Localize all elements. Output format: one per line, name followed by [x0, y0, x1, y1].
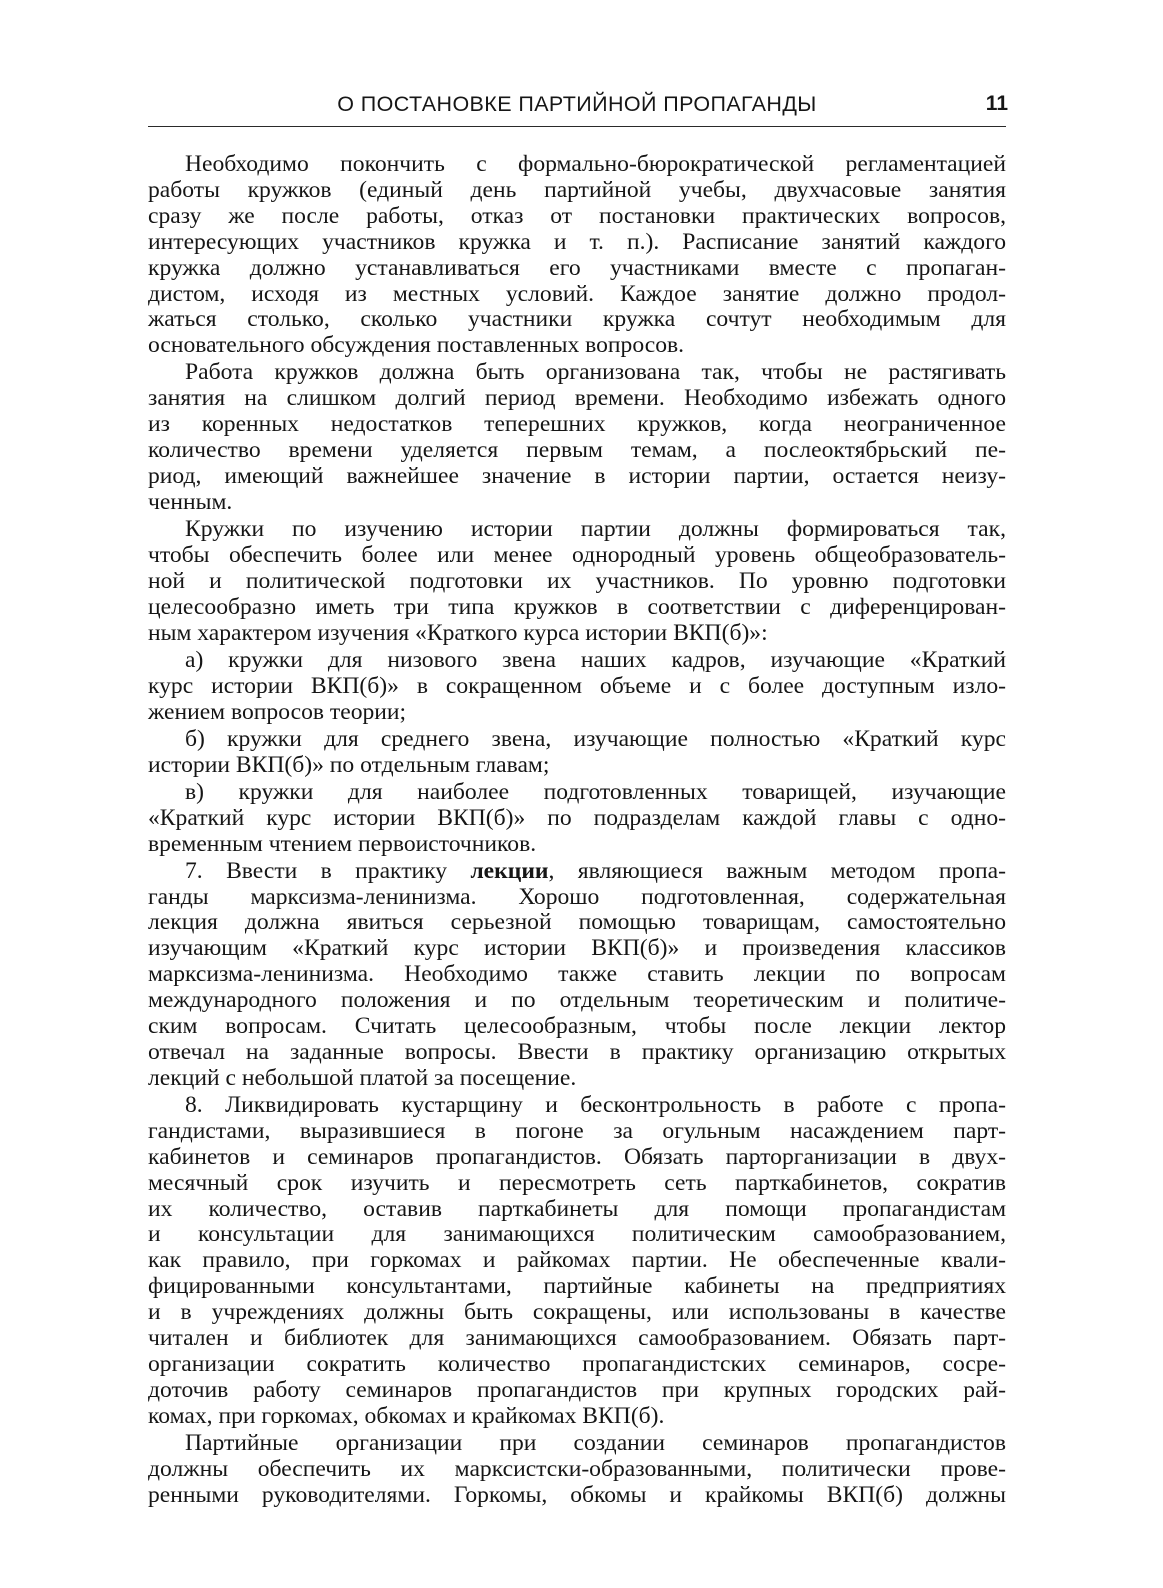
emphasis-term: лекции — [470, 857, 549, 884]
text-line: жением вопросов теории; — [148, 698, 407, 725]
paragraph — [148, 780, 1006, 858]
text-line: как правило, при горкомах и райкомах партии. Не обеспеченные квали- — [148, 1247, 1006, 1274]
text-line: кабинетов и семинаров пропагандистов. Обязать парторганизации в двух- — [148, 1143, 1006, 1170]
paragraph — [148, 859, 1006, 1092]
text-line: организации сократить количество пропагандистских семинаров, сосре- — [148, 1351, 1006, 1377]
text-line: Кружки по изучению истории партии должны формироваться так, — [185, 516, 1006, 543]
text-line: кружка должно устанавливаться его участниками вместе с пропаган- — [148, 254, 1006, 281]
text-line: чтобы обеспечить более или менее однородный уровень общеобразователь- — [148, 541, 1006, 568]
text-line: ганды марксизма-ленинизма. Хорошо подготовленная, содержательная — [148, 883, 1006, 910]
text-line: б) кружки для среднего звена, изучающие полностью «Краткий курс — [185, 725, 1006, 752]
text-line: истории ВКП(б)» по отдельным главам; — [148, 751, 550, 778]
text-line: международного положения и по отдельным теоретическим и политиче- — [148, 987, 1006, 1014]
body-text — [148, 152, 1006, 1510]
text-line: в) кружки для наиболее подготовленных товарищей, изучающие — [185, 778, 1006, 805]
text-line: ским вопросам. Считать целесообразным, чтобы после лекции лектор — [148, 1013, 1006, 1040]
text-line: доточив работу семинаров пропагандистов при крупных городских рай- — [148, 1376, 1006, 1403]
text-line: 8. Ликвидировать кустарщину и бесконтрольность в работе с пропа- — [185, 1091, 1006, 1118]
running-title: О ПОСТАНОВКЕ ПАРТИЙНОЙ ПРОПАГАНДЫ — [337, 92, 817, 116]
text-line: «Краткий курс истории ВКП(б)» по подразделам каждой главы с одно- — [148, 804, 1006, 831]
paragraph — [148, 648, 1006, 726]
text-line: комах, при горкомах, обкомах и крайкомах ВКП(б). — [148, 1402, 665, 1429]
paragraph — [148, 517, 1006, 647]
paragraph — [148, 1093, 1006, 1430]
text-line: Необходимо покончить с формально-бюрократической регламентацией — [185, 151, 1006, 177]
text-line: из коренных недостатков теперешних кружков, когда неограниченное — [148, 411, 1006, 438]
text-line: риод, имеющий важнейшее значение в истории партии, остается неизу- — [148, 463, 1006, 490]
paragraph — [148, 727, 1006, 779]
text-line: их количество, оставив парткабинеты для помощи пропагандистам — [148, 1195, 1006, 1222]
text-line: Партийные организации при создании семинаров пропагандистов — [185, 1429, 1006, 1456]
text-line: ченным. — [148, 488, 233, 515]
text-line: ренными руководителями. Горкомы, обкомы и крайкомы ВКП(б) должны — [148, 1481, 1006, 1508]
text-line: фицированными консультантами, партийные кабинеты на предприятиях — [148, 1273, 1006, 1300]
text-line: а) кружки для низового звена наших кадров, изучающие «Краткий — [185, 646, 1006, 673]
text-line: временным чтением первоисточников. — [148, 830, 537, 857]
paragraph — [148, 1431, 1006, 1509]
text-line: отвечал на заданные вопросы. Ввести в практику организацию открытых — [148, 1038, 1006, 1065]
text-fragment: 7. Ввести в практику — [185, 857, 471, 884]
text-line: и в учреждениях должны быть сокращены, или использованы в качестве — [148, 1299, 1006, 1326]
page-number: 11 — [985, 92, 1008, 115]
text-line: читален и библиотек для занимающихся самообразованием. Обязать парт- — [148, 1325, 1006, 1352]
text-line: дистом, исходя из местных условий. Каждое занятие должно продол- — [148, 280, 1006, 307]
text-line: количество времени уделяется первым темам, а послеоктябрьский пе- — [148, 437, 1006, 464]
text-line: жаться столько, сколько участники кружка сочтут необходимым для — [148, 306, 1006, 333]
running-header — [148, 86, 1006, 127]
text-line: изучающим «Краткий курс истории ВКП(б)» и произведения классиков — [148, 935, 1006, 962]
paragraph — [148, 360, 1006, 515]
text-line: курс истории ВКП(б)» в сокращенном объеме и с более доступным изло- — [148, 672, 1006, 699]
paragraph — [148, 152, 1006, 359]
text-fragment: , являющиеся важным методом пропа- — [548, 857, 1007, 884]
text-line: целесообразно иметь три типа кружков в соответствии с диференцирован- — [148, 593, 1006, 620]
text-line: ным характером изучения «Краткого курса истории ВКП(б)»: — [148, 619, 768, 646]
text-line: занятия на слишком долгий период времени. Необходимо избежать одного — [148, 385, 1006, 412]
text-line: лекция должна явиться серьезной помощью товарищам, самостоятельно — [148, 909, 1006, 936]
text-line: интересующих участников кружка и т. п.). Расписание занятий каждого — [148, 228, 1006, 255]
text-line: должны обеспечить их марксистски-образованными, политически прове- — [148, 1455, 1006, 1482]
text-line: и консультации для занимающихся политическим самообразованием, — [148, 1221, 1006, 1248]
text-line: гандистами, выразившиеся в погоне за огульным насаждением парт- — [148, 1117, 1006, 1144]
text-line: сразу же после работы, отказ от постановки практических вопросов, — [148, 202, 1006, 229]
text-line: работы кружков (единый день партийной учебы, двухчасовые занятия — [148, 176, 1006, 203]
text-line: ной и политической подготовки их участников. По уровню подготовки — [148, 567, 1006, 594]
text-line — [148, 859, 1006, 885]
text-line: Работа кружков должна быть организована так, чтобы не растягивать — [185, 359, 1006, 386]
text-line: лекций с небольшой платой за посещение. — [148, 1064, 577, 1091]
text-line: основательного обсуждения поставленных вопросов. — [148, 332, 685, 359]
text-line: марксизма-ленинизма. Необходимо также ставить лекции по вопросам — [148, 961, 1006, 988]
text-line: месячный срок изучить и пересмотреть сеть парткабинетов, сократив — [148, 1169, 1006, 1196]
